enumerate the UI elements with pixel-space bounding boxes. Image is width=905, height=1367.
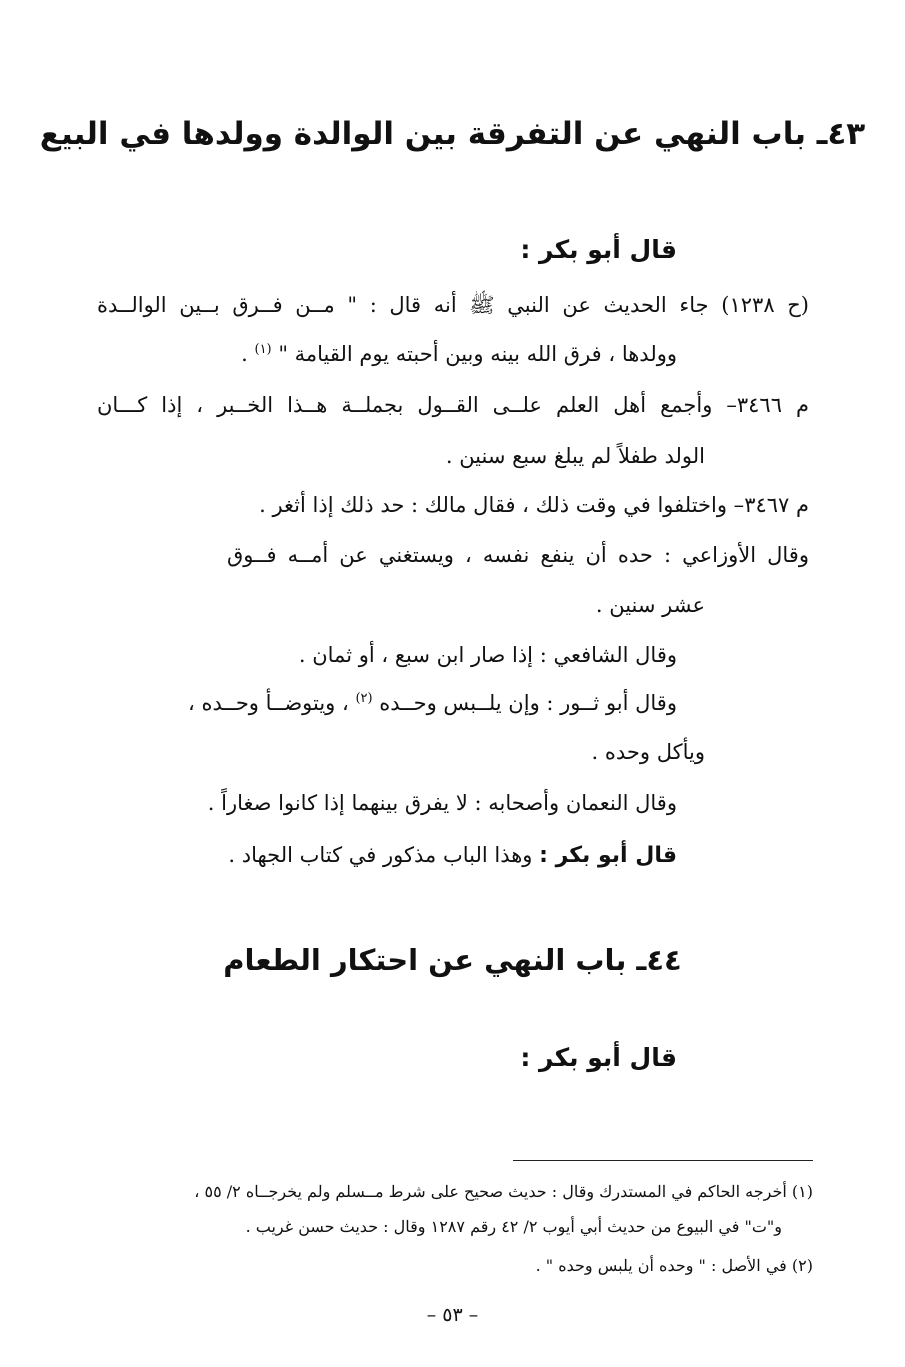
shafii-opinion: وقال الشافعي : إذا صار ابن سبع ، أو ثمان . (298, 643, 677, 667)
hadith-1238-line-2-text: وولدها ، فرق الله بينه وبين أحبته يوم القيامة " (278, 342, 677, 366)
masala-3466-line-1: م ٣٤٦٦– وأجمع أهل العلم علــى القــول بجملــة هــذا الخــبر ، إذا كـــان (97, 393, 809, 417)
footnote-1-line-1 (194, 1180, 813, 1204)
hadith-1238-line-1: (ح ١٢٣٨) جاء الحديث عن النبي ﷺ أنه قال : " مــن فــرق بــين الوالــدة (97, 293, 809, 317)
abu-thawr-line-1 (188, 688, 677, 718)
masala-3467: م ٣٤٦٧– واختلفوا في وقت ذلك ، فقال مالك : حد ذلك إذا أثغر . (259, 493, 809, 517)
footnote-2-number: (٢) (791, 1256, 813, 1275)
page-number: – ٥٣ – (426, 1304, 479, 1326)
hadith-1238-line-2 (241, 339, 677, 369)
abu-thawr-line-2: ويأكل وحده . (591, 740, 705, 764)
masala-3466-line-2: الولد طفلاً لم يبلغ سبع سنين . (445, 444, 705, 468)
footnote-1-number: (١) (791, 1182, 813, 1201)
footnote-1-line-2: و"ت" في البيوع من حديث أبي أيوب ٢/ ٤٢ رقم ١٢٨٧ وقال : حديث حسن غريب . (245, 1217, 782, 1236)
footnote-separator (513, 1160, 813, 1161)
footnote-ref-1: (١) (254, 342, 272, 357)
section-44-intro: قال أبو بكر : (520, 1043, 677, 1072)
footnote-ref-2: (٢) (355, 691, 373, 706)
awzai-line-1: وقال الأوزاعي : حده أن ينفع نفسه ، ويستغني عن أمــه فــوق (227, 543, 809, 567)
numan-opinion: وقال النعمان وأصحابه : لا يفرق بينهما إذا كانوا صغاراً . (207, 791, 677, 815)
footnote-2 (536, 1254, 813, 1278)
hadith-1238-line-2-end: . (241, 342, 248, 366)
section-44-title: ٤٤ـ باب النهي عن احتكار الطعام (223, 943, 682, 977)
awzai-line-2: عشر سنين . (595, 593, 705, 617)
section-43-intro: قال أبو بكر : (520, 235, 677, 264)
abu-thawr-text-a: وقال أبو ثــور : وإن يلــبس وحــده (379, 691, 677, 715)
footnote-2-text: في الأصل : " وحده أن يلبس وحده " . (535, 1256, 787, 1275)
footnote-1-text: أخرجه الحاكم في المستدرك وقال : حديث صحيح على شرط مــسلم ولم يخرجــاه ٢/ ٥٥ ، (194, 1182, 787, 1201)
section-43-title: ٤٣ـ باب النهي عن التفرقة بين الوالدة وولدها في البيع (39, 116, 866, 152)
closing-statement (228, 840, 677, 871)
closing-statement-text: وهذا الباب مذكور في كتاب الجهاد . (228, 843, 533, 867)
abu-thawr-text-b: ، ويتوضــأ وحــده ، (188, 691, 349, 715)
closing-statement-speaker: قال أبو بكر : (539, 843, 677, 868)
